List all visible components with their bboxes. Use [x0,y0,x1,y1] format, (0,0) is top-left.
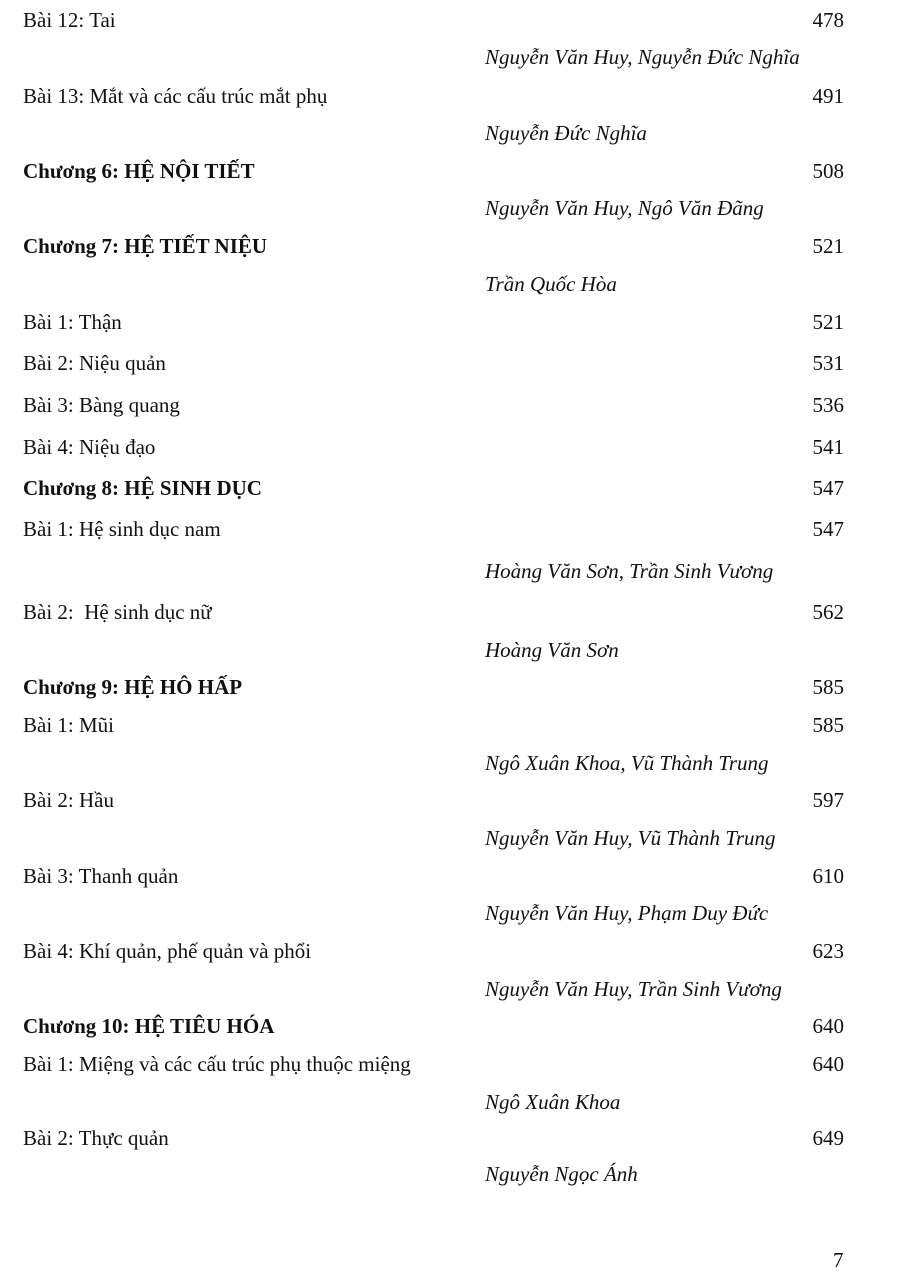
toc-page-number: 547 [812,517,844,541]
toc-page-number: 531 [812,351,844,375]
toc-authors-line [0,1159,900,1189]
toc-chapter-entry [0,1011,900,1041]
toc-page-number: 623 [812,939,844,963]
toc-authors-line [0,269,900,299]
toc-authors: Trần Quốc Hòa [485,272,617,296]
toc-page-number: 610 [812,864,844,888]
toc-authors: Nguyễn Văn Huy, Ngô Văn Đãng [485,196,764,220]
toc-authors: Nguyễn Văn Huy, Phạm Duy Đức [485,901,769,925]
toc-page-number: 508 [812,159,844,183]
toc-page-number: 521 [812,310,844,334]
lesson-title: Bài 3: Bàng quang [23,393,180,417]
toc-authors-line [0,1087,900,1117]
toc-lesson-entry [0,348,900,378]
page-number: 7 [833,1248,844,1272]
lesson-title: Bài 1: Thận [23,310,122,334]
toc-lesson-entry [0,81,900,111]
toc-page-number: 491 [812,84,844,108]
lesson-title: Bài 1: Miệng và các cấu trúc phụ thuộc miệng [23,1052,411,1076]
toc-authors: Ngô Xuân Khoa, Vũ Thành Trung [485,751,769,775]
toc-authors-line [0,193,900,223]
toc-lesson-entry [0,597,900,627]
toc-lesson-entry [0,5,900,35]
lesson-title: Bài 13: Mắt và các cấu trúc mắt phụ [23,84,328,108]
lesson-title: Bài 1: Hệ sinh dục nam [23,517,221,541]
toc-page-number: 640 [812,1052,844,1076]
toc-lesson-entry [0,1123,900,1153]
toc-page-number: 640 [812,1014,844,1038]
toc-authors: Nguyễn Đức Nghĩa [485,121,647,145]
toc-page-number: 541 [812,435,844,459]
chapter-title: Chương 7: HỆ TIẾT NIỆU [23,234,268,258]
lesson-title: Bài 2: Thực quản [23,1126,169,1150]
toc-authors-line [0,635,900,665]
toc-authors: Ngô Xuân Khoa [485,1090,621,1114]
toc-lesson-entry [0,936,900,966]
toc-authors-line [0,118,900,148]
lesson-title: Bài 2: Niệu quản [23,351,166,375]
toc-chapter-entry [0,156,900,186]
lesson-title: Bài 12: Tai [23,8,116,32]
toc-authors-line [0,556,900,586]
toc-page-number: 478 [812,8,844,32]
toc-lesson-entry [0,861,900,891]
toc-page-number: 585 [812,713,844,737]
chapter-title: Chương 10: HỆ TIÊU HÓA [23,1014,275,1038]
lesson-title: Bài 2: Hệ sinh dục nữ [23,600,212,624]
chapter-title: Chương 8: HỆ SINH DỤC [23,476,262,500]
lesson-title: Bài 4: Khí quản, phế quản và phổi [23,939,312,963]
lesson-title: Bài 2: Hầu [23,788,114,812]
toc-page-number: 521 [812,234,844,258]
lesson-title: Bài 3: Thanh quản [23,864,179,888]
toc-authors: Nguyễn Văn Huy, Nguyễn Đức Nghĩa [485,45,800,69]
toc-lesson-entry [0,514,900,544]
toc-authors-line [0,898,900,928]
toc-authors-line [0,42,900,72]
toc-page-number: 547 [812,476,844,500]
toc-authors: Hoàng Văn Sơn, Trần Sinh Vương [485,559,774,583]
toc-chapter-entry [0,231,900,261]
toc-authors-line [0,748,900,778]
toc-page-number: 585 [812,675,844,699]
toc-authors: Nguyễn Ngọc Ánh [485,1162,638,1186]
chapter-title: Chương 9: HỆ HÔ HẤP [23,675,243,699]
toc-authors: Hoàng Văn Sơn [485,638,619,662]
toc-authors: Nguyễn Văn Huy, Vũ Thành Trung [485,826,776,850]
toc-page-number: 597 [812,788,844,812]
toc-lesson-entry [0,390,900,420]
toc-authors: Nguyễn Văn Huy, Trần Sinh Vương [485,977,782,1001]
toc-lesson-entry [0,307,900,337]
toc-authors-line [0,974,900,1004]
chapter-title: Chương 6: HỆ NỘI TIẾT [23,159,255,183]
toc-page-number: 536 [812,393,844,417]
toc-chapter-entry [0,473,900,503]
toc-lesson-entry [0,432,900,462]
toc-lesson-entry [0,710,900,740]
toc-lesson-entry [0,1049,900,1079]
lesson-title: Bài 4: Niệu đạo [23,435,156,459]
lesson-title: Bài 1: Mũi [23,713,115,737]
toc-page-number: 649 [812,1126,844,1150]
toc-page-number: 562 [812,600,844,624]
toc-lesson-entry [0,785,900,815]
toc-chapter-entry [0,672,900,702]
toc-authors-line [0,823,900,853]
